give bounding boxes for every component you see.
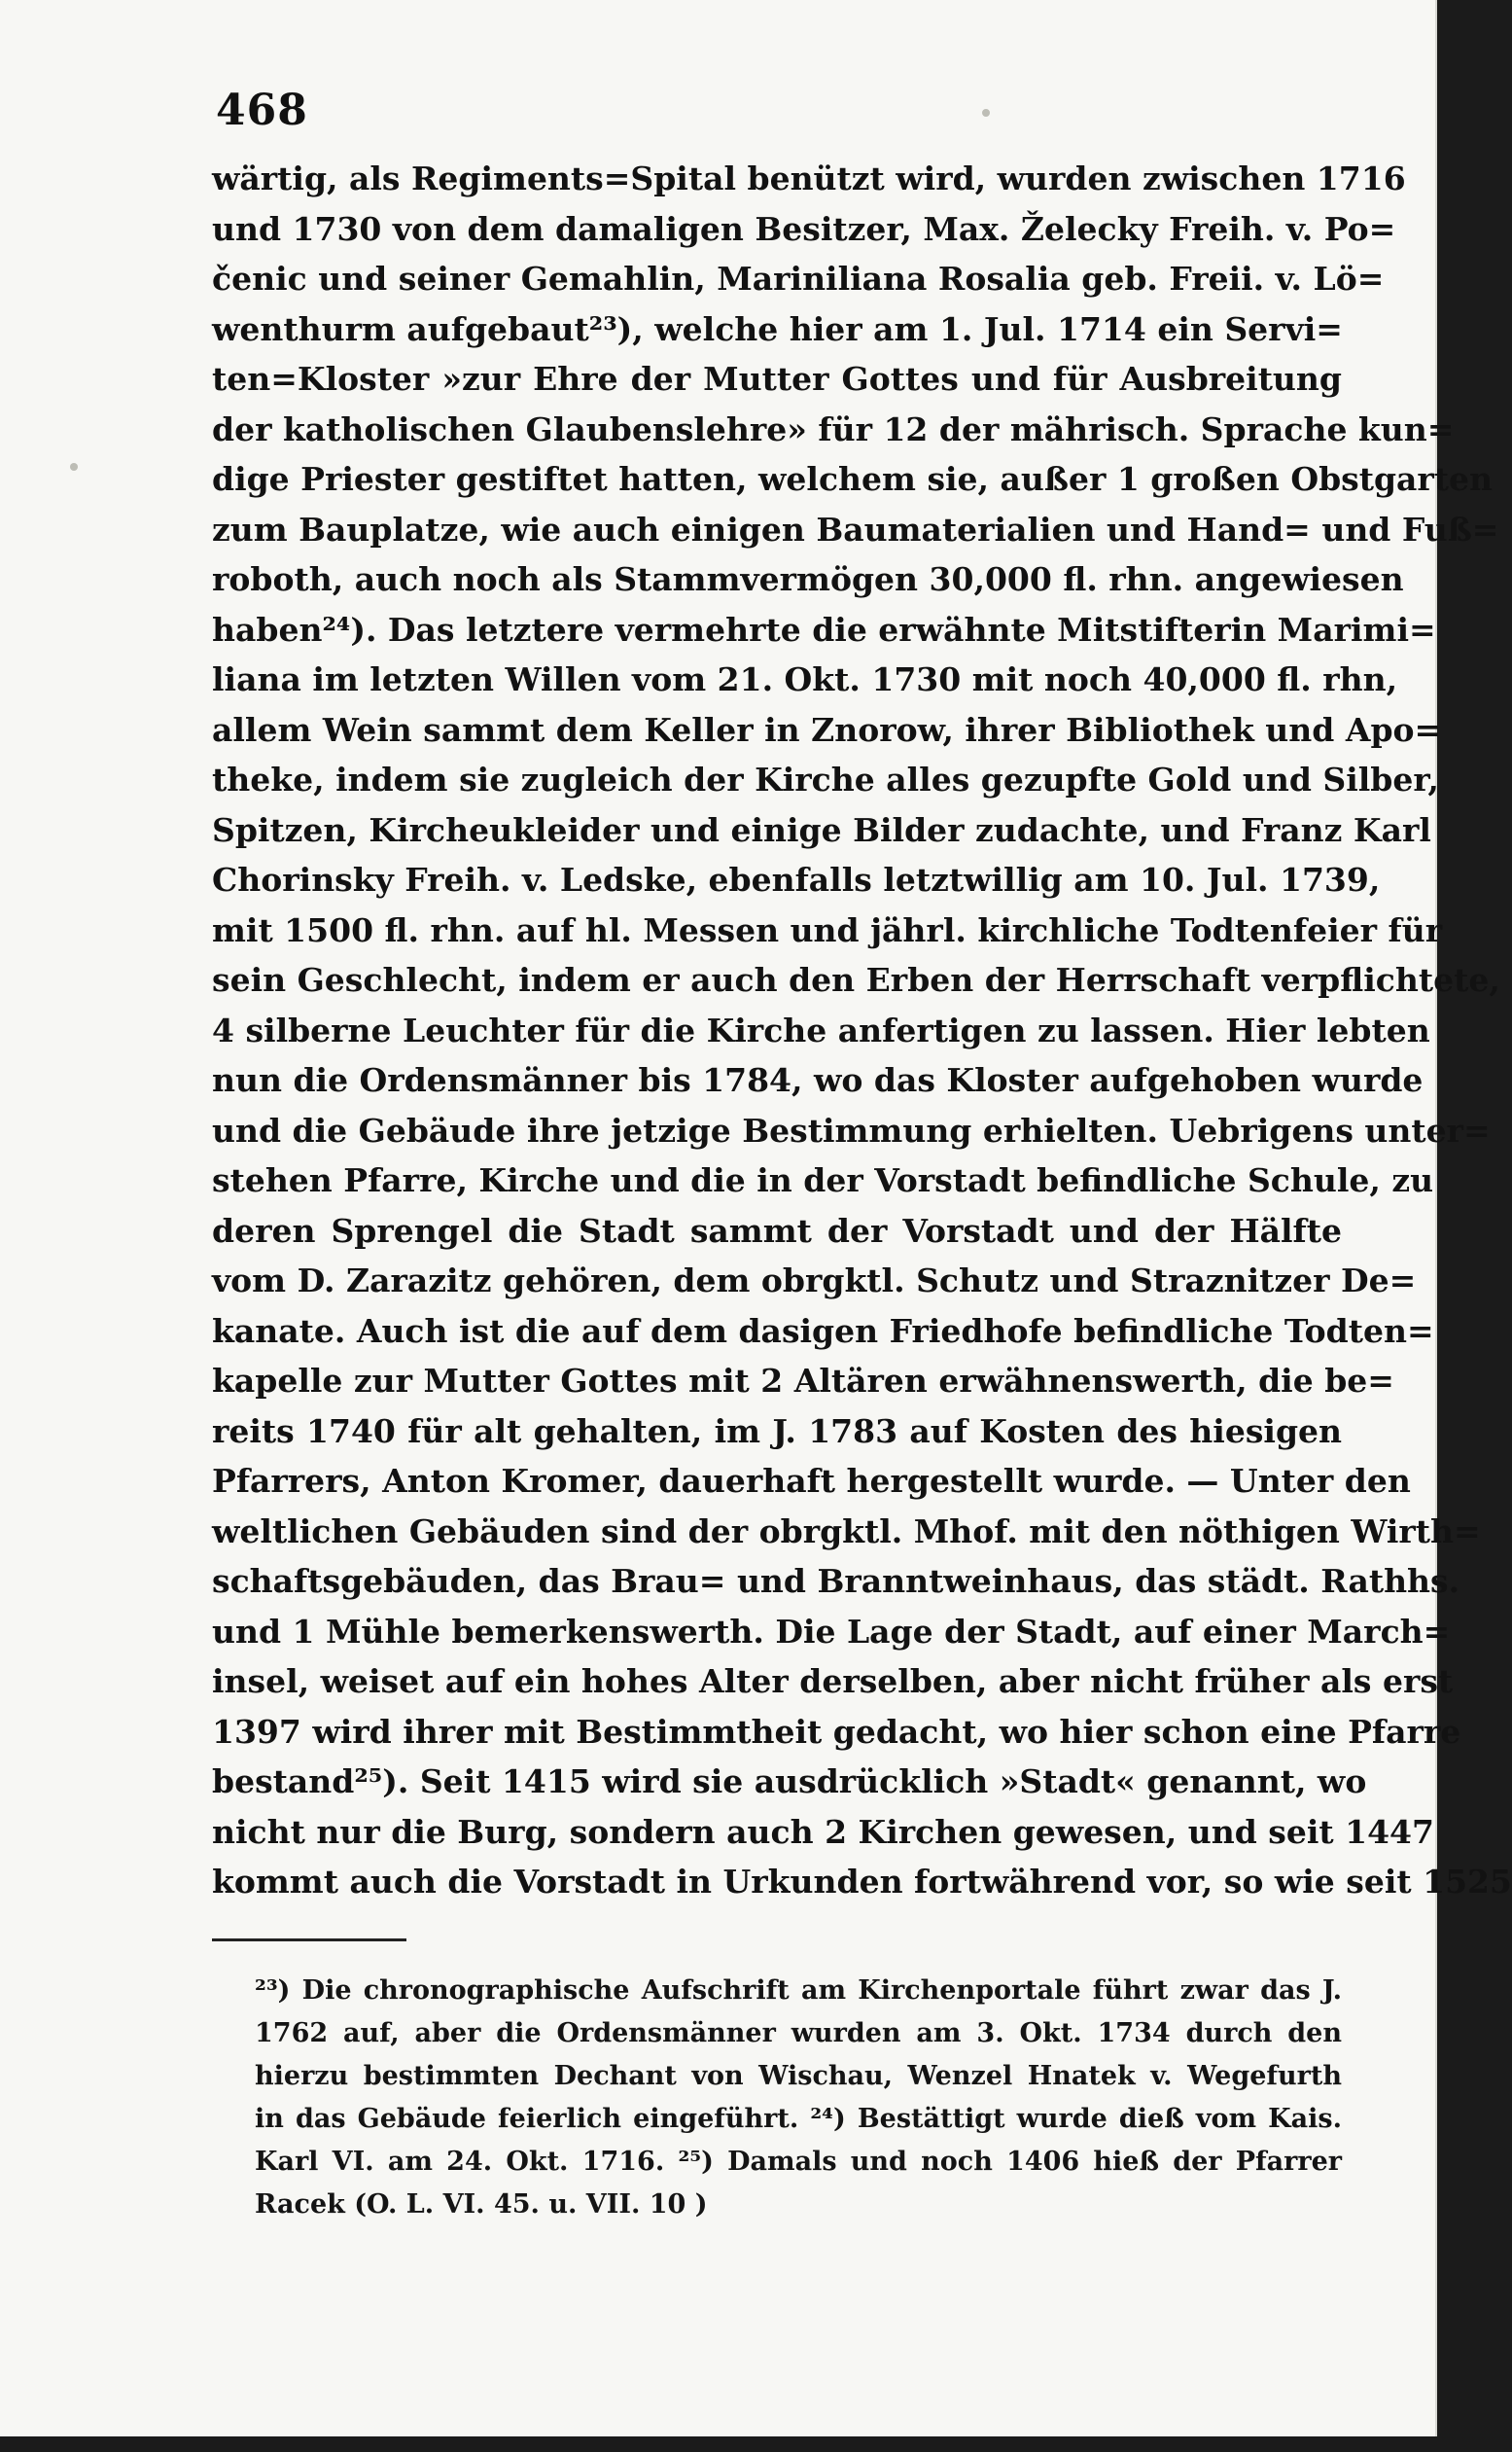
text-line: Chorinsky Freih. v. Ledske, ebenfalls letztwillig am 10. Jul. 1739, [212, 861, 1381, 899]
text-line: kommt auch die Vorstadt in Urkunden fortwährend vor, so wie seit 1525 [212, 1863, 1512, 1901]
footnote-line: in das Gebäude feierlich eingeführt. ²⁴) Bestättigt wurde dieß vom Kais. [255, 2104, 1342, 2134]
page-number: 468 [216, 86, 308, 135]
text-line: und 1730 von dem damaligen Besitzer, Max. Želecky Freih. v. Po= [212, 209, 1396, 248]
text-line: schaftsgebäuden, das Brau= und Branntweinhaus, das städt. Rathhs. [212, 1562, 1460, 1600]
text-line: deren Sprengel die Stadt sammt der Vorstadt und der Hälfte [212, 1211, 1342, 1250]
text-line: kanate. Auch ist die auf dem dasigen Friedhofe befindliche Todten= [212, 1311, 1434, 1350]
text-line: kapelle zur Mutter Gottes mit 2 Altären erwähnenswerth, die be= [212, 1362, 1394, 1400]
text-line: insel, weiset auf ein hohes Alter derselben, aber nicht früher als erst [212, 1662, 1454, 1700]
text-line: dige Priester gestiftet hatten, welchem sie, außer 1 großen Obstgarten [212, 460, 1494, 498]
footnote-line: ²³) Die chronographische Aufschrift am Kirchenportale führt zwar das J. [255, 1975, 1342, 2006]
body-text [212, 154, 1512, 1907]
text-line: und die Gebäude ihre jetzige Bestimmung erhielten. Uebrigens unter= [212, 1111, 1491, 1150]
text-line: nicht nur die Burg, sondern auch 2 Kirchen gewesen, und seit 1447 [212, 1812, 1434, 1851]
text-line: wenthurm aufgebaut²³), welche hier am 1. Jul. 1714 ein Servi= [212, 309, 1343, 348]
footnote-line: 1762 auf, aber die Ordensmänner wurden am 3. Okt. 1734 durch den [255, 2018, 1342, 2048]
text-line: zum Bauplatze, wie auch einigen Baumaterialien und Hand= und Fuß= [212, 510, 1499, 549]
text-line: čenic und seiner Gemahlin, Mariniliana Rosalia geb. Freii. v. Lö= [212, 260, 1385, 298]
text-line: Spitzen, Kircheukleider und einige Bilder zudachte, und Franz Karl [212, 810, 1431, 849]
text-line: theke, indem sie zugleich der Kirche alles gezupfte Gold und Silber, [212, 761, 1439, 799]
footnotes [255, 1970, 1342, 2226]
text-line: nun die Ordensmänner bis 1784, wo das Kloster aufgehoben wurde [212, 1061, 1424, 1099]
text-line: bestand²⁵). Seit 1415 wird sie ausdrücklich »Stadt« genannt, wo [212, 1762, 1367, 1800]
text-line: 1397 wird ihrer mit Bestimmtheit gedacht, wo hier schon eine Pfarre [212, 1712, 1461, 1751]
text-line: der katholischen Glaubenslehre» für 12 der mährisch. Sprache kun= [212, 409, 1455, 448]
text-line: Pfarrers, Anton Kromer, dauerhaft hergestellt wurde. — Unter den [212, 1462, 1411, 1500]
paper-speck [70, 463, 78, 471]
text-line: allem Wein sammt dem Keller in Znorow, ihrer Bibliothek und Apo= [212, 710, 1442, 749]
text-line: mit 1500 fl. rhn. auf hl. Messen und jährl. kirchliche Todtenfeier für [212, 910, 1443, 949]
paper-speck [982, 109, 990, 117]
footnote-line: Racek (O. L. VI. 45. u. VII. 10 ) [255, 2189, 708, 2220]
text-line: haben²⁴). Das letztere vermehrte die erwähnte Mitstifterin Marimi= [212, 610, 1436, 649]
footnote-line: Karl VI. am 24. Okt. 1716. ²⁵) Damals und noch 1406 hieß der Pfarrer [255, 2147, 1342, 2177]
text-line: reits 1740 für alt gehalten, im J. 1783 auf Kosten des hiesigen [212, 1411, 1342, 1450]
text-line: wärtig, als Regiments=Spital benützt wird, wurden zwischen 1716 [212, 160, 1406, 197]
text-line: 4 silberne Leuchter für die Kirche anfertigen zu lassen. Hier lebten [212, 1011, 1430, 1049]
text-line: weltlichen Gebäuden sind der obrgktl. Mhof. mit den nöthigen Wirth= [212, 1511, 1481, 1550]
footnote-separator [212, 1938, 406, 1941]
text-line: roboth, auch noch als Stammvermögen 30,000 fl. rhn. angewiesen [212, 560, 1404, 598]
text-line: sein Geschlecht, indem er auch den Erben der Herrschaft verpflichtete, [212, 961, 1500, 999]
text-line: stehen Pfarre, Kirche und die in der Vorstadt befindliche Schule, zu [212, 1161, 1434, 1199]
text-line: ten=Kloster »zur Ehre der Mutter Gottes und für Ausbreitung [212, 360, 1342, 398]
text-line: liana im letzten Willen vom 21. Okt. 1730 mit noch 40,000 fl. rhn, [212, 660, 1398, 698]
text-line: und 1 Mühle bemerkenswerth. Die Lage der Stadt, auf einer March= [212, 1612, 1451, 1651]
text-line: vom D. Zarazitz gehören, dem obrgktl. Schutz und Straznitzer De= [212, 1262, 1417, 1299]
footnote-line: hierzu bestimmten Dechant von Wischau, Wenzel Hnatek v. Wegefurth [255, 2061, 1342, 2091]
